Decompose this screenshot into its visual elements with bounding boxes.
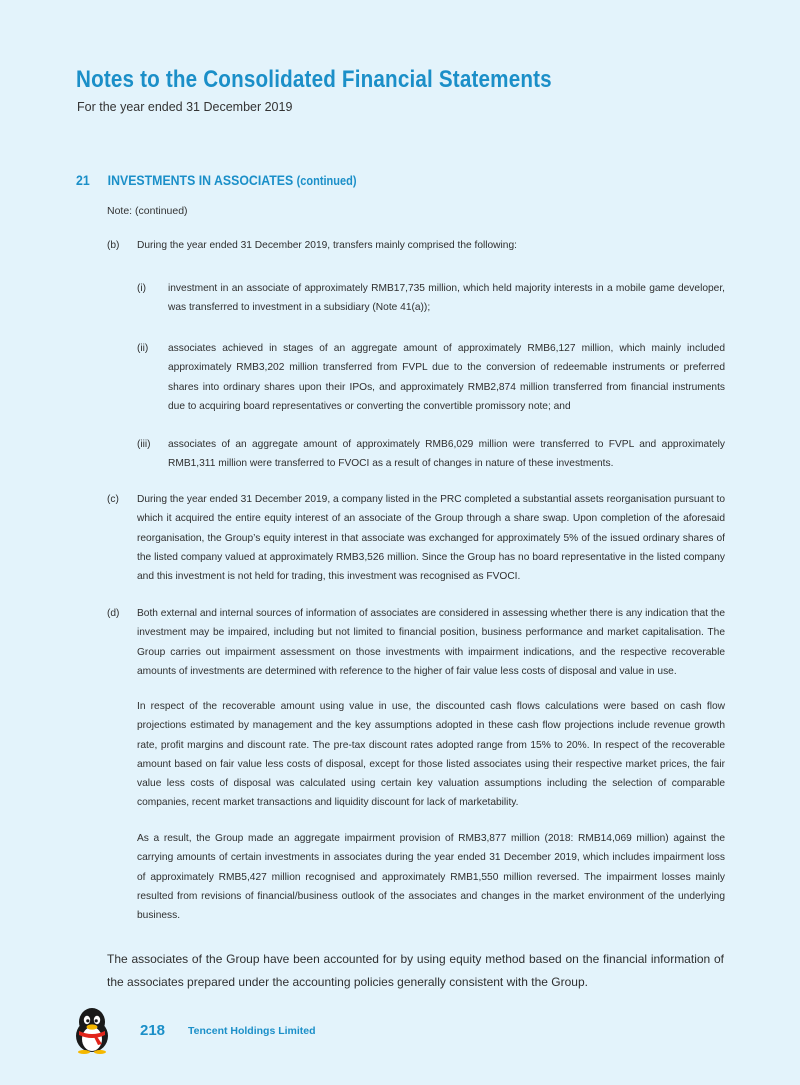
- section-continued: (continued): [296, 174, 357, 188]
- page-title: Notes to the Consolidated Financial Statements: [76, 66, 552, 93]
- item-b-text: During the year ended 31 December 2019, transfers mainly comprised the following:: [137, 240, 517, 251]
- subitem-iii-marker: (iii): [137, 439, 151, 450]
- subitem-iii-text: associates of an aggregate amount of approximately RMB6,029 million were transferred to FVPL and approximately RMB1,311 million were transferred to FVOCI as a result of changes in nature of these investments.: [168, 439, 725, 470]
- subitem-i-marker: (i): [137, 283, 147, 294]
- penguin-logo-icon: [72, 1006, 112, 1059]
- item-d-marker: (d): [107, 608, 120, 619]
- item-d-paragraph-2: In respect of the recoverable amount using value in use, the discounted cash flows calculations were based on cash flow projections estimated by management and the key assumptions adopted in these cash flow projections include revenue growth rate, profit margins and discount rate. The pre-tax discount rates adopted range from 15% to 20%. In respect of the recoverable amount based on fair value less costs of disposal, except for those listed associates using their respective market prices, the fair value less costs of disposal was calculated using certain key valuation assumptions including the selection of comparable companies, recent market transactions and liquidity discount for lack of marketability.: [137, 701, 725, 809]
- subitem-ii-marker: (ii): [137, 343, 149, 354]
- note-label: Note: (continued): [107, 205, 188, 217]
- item-c-text: During the year ended 31 December 2019, a company listed in the PRC completed a substantial assets reorganisation pursuant to which it acquired the entire equity interest of an associate of the Group through a share swap. Upon completion of the aforesaid reorganisation, the Group’s equity interest in that associate was exchanged for approximately 5% of the issued ordinary shares of the listed company valued at approximately RMB3,526 million. Since the Group has no board representative in the listed company and this investment is not held for trading, this investment was recognised as FVOCI.: [137, 494, 725, 583]
- item-d-paragraph-3: As a result, the Group made an aggregate impairment provision of RMB3,877 million (2018: RMB14,069 million) against the carrying amounts of certain investments in associates during the year ended 31 December 2019, which includes impairment loss of approximately RMB5,427 million recognised and approximately RMB1,550 million reversed. The impairment losses mainly resulted from revisions of financial/business outlook of the associates and changes in the market environment of the underlying business.: [137, 833, 725, 922]
- item-d-text: Both external and internal sources of information of associates are considered in assessing whether there is any indication that the investment may be impaired, including but not limited to financial position, business performance and market capitalisation. The Group carries out impairment assessment on those investments with impairment indications, and the respective recoverable amounts of investments are determined with reference to the higher of fair value less costs of disposal and value in use.: [137, 608, 725, 677]
- section-heading: [76, 172, 357, 188]
- subitem-i-text: investment in an associate of approximately RMB17,735 million, which held majority interests in a mobile game developer, was transferred to investment in a subsidiary (Note 41(a));: [168, 283, 725, 314]
- page-number: 218: [140, 1022, 166, 1039]
- closing-paragraph: The associates of the Group have been accounted for by using equity method based on the financial information of the associates prepared under the accounting policies generally consistent with the Group.: [107, 952, 724, 989]
- section-title: INVESTMENTS IN ASSOCIATES: [107, 172, 294, 188]
- item-b-marker: (b): [107, 240, 120, 251]
- page-subtitle: For the year ended 31 December 2019: [77, 100, 293, 114]
- item-c-marker: (c): [107, 494, 119, 505]
- company-name: Tencent Holdings Limited: [188, 1025, 316, 1037]
- section-number: 21: [76, 172, 90, 188]
- subitem-ii-text: associates achieved in stages of an aggregate amount of approximately RMB6,127 million, which mainly included approximately RMB3,202 million transferred from FVPL due to the conversion of redeemable instruments or preferred shares into ordinary shares upon their IPOs, and approximately RMB2,874 million transferred from financial instruments due to acquiring board representatives or converting the convertible promissory note; and: [168, 343, 725, 412]
